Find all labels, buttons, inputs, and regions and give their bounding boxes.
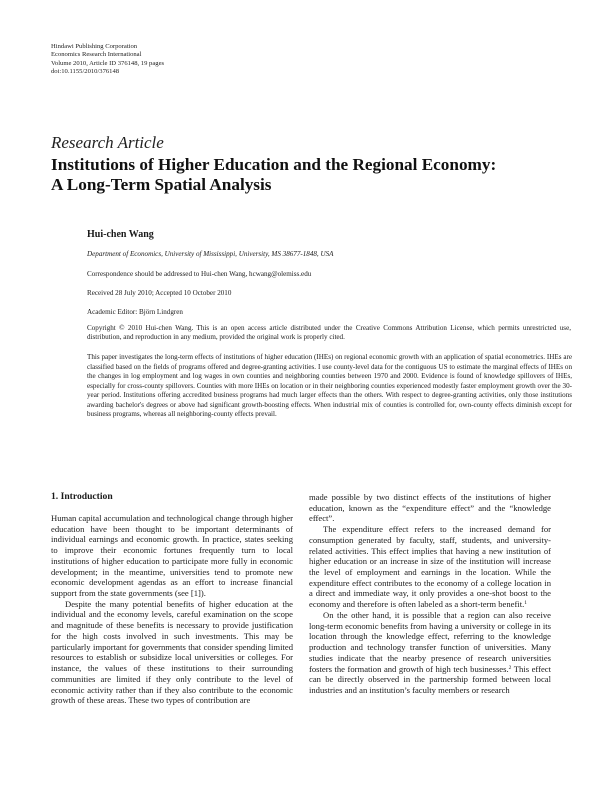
title-line-1: Institutions of Higher Education and the Regional Economy: <box>51 155 497 174</box>
intro-paragraph-1: Human capital accumulation and technological change through higher education have been thought to be important determinants of individual earnings and economic growth. In practice, states seeking to improve their economic fortunes frequently turn to local institutions of higher education to participate more fully in economic development; in the meantime, universities tend to promote new economic development agendas as an effort to increase financial support from the state governments (see [1]). <box>51 513 293 599</box>
section-heading-introduction: 1. Introduction <box>51 491 113 502</box>
intro-paragraph-3: made possible by two distinct effects of the institutions of higher education, known as the “expenditure effect” and the “knowledge effect”. <box>309 492 551 524</box>
footnote-marker-1: 1 <box>524 600 527 607</box>
correspondence-note: Correspondence should be addressed to Hui-chen Wang, hcwang@olemiss.edu <box>87 270 312 278</box>
academic-editor: Academic Editor: Björn Lindgren <box>87 308 183 316</box>
author-affiliation: Department of Economics, University of Mississippi, University, MS 38677-1848, USA <box>87 250 334 258</box>
journal-publisher: Hindawi Publishing Corporation <box>51 43 138 50</box>
author-name: Hui-chen Wang <box>87 229 154 240</box>
knowledge-effect-text: On the other hand, it is possible that a region can also receive long-term economic benefits from having a university or college in its location through the knowledge effect, referring to the knowledge production and technology transfer function of universities. Many studies indicate that the nearby presence of research universities fosters the formation and growth of high tech businesses. <box>309 609 551 674</box>
journal-doi: doi:10.1155/2010/376148 <box>51 68 120 76</box>
journal-volume: Volume 2010, Article ID 376148, 19 pages <box>51 59 165 67</box>
copyright-notice: Copyright © 2010 Hui-chen Wang. This is an open access article distributed under the Creative Commons Attribution License, which permits unrestricted use, distribution, and reproduction in any medium, provided the original work is properly cited. <box>87 324 571 342</box>
received-dates: Received 28 July 2010; Accepted 10 October 2010 <box>87 289 232 297</box>
paper-title <box>51 155 571 195</box>
journal-name: Economics Research International <box>51 51 142 59</box>
article-type: Research Article <box>51 133 164 152</box>
knowledge-effect-tail: This effect can be directly observed in the partnership formed between local industries and an institution’s faculty members or research <box>309 663 551 695</box>
title-line-2: A Long-Term Spatial Analysis <box>51 175 272 194</box>
body-column-left <box>51 492 293 706</box>
abstract: This paper investigates the long-term effects of institutions of higher education (IHEs) on regional economic growth with an application of spatial econometrics. IHEs are classified based on the fields of programs offered and degree-granting activities. I use county-level data for the contiguous US to estimate the marginal effects of IHEs on the changes in log employment and log wages in own counties and neighboring counties between 1970 and 2000. Evidence is found of knowledge spillovers of IHEs, especially for cross-county spillovers. Counties with more IHEs on location or in their neighboring counties experienced modestly faster employment growth over the 30-year period. Institutions offering accredited business programs had much larger effects than the others. With respect to degree-granting activities, only those institutions awarding bachelor's degrees or above had significant growth-boosting effects. When industrial mix of counties is controlled for, own-county effects diminish except for business programs, whereas all neighboring-county effects prevail. <box>87 353 572 419</box>
footnote-marker-2: 2 <box>508 664 512 671</box>
intro-paragraph-5 <box>309 610 551 696</box>
intro-paragraph-4 <box>309 524 551 610</box>
journal-header <box>51 43 164 77</box>
body-column-right <box>309 492 551 696</box>
expenditure-effect-text: The expenditure effect refers to the increased demand for consumption generated by faculty, staff, students, and university-related activities. This effect implies that having a new institution of higher education or an increase in size of the institution will increase the level of employment and earnings in the location. While the expenditure effect contributes to the economy of a college location in a direct and immediate way, it only provides a one-shot boost to the economy and therefore is often labeled as a short-term benefit. <box>309 524 551 610</box>
intro-paragraph-2: Despite the many potential benefits of higher education at the individual and the economy levels, careful examination on the scope and magnitude of these benefits is necessary to provide justification for the high costs involved in such investments. This may be particularly important for governments that consider spending limited resources to establish or subsidize local universities or colleges. For instance, the values of these institutions to their surrounding communities are limited if they only contribute to the level of economic activity rather than if they also contribute to the economic growth of these areas. These two types of contribution are <box>51 598 293 706</box>
